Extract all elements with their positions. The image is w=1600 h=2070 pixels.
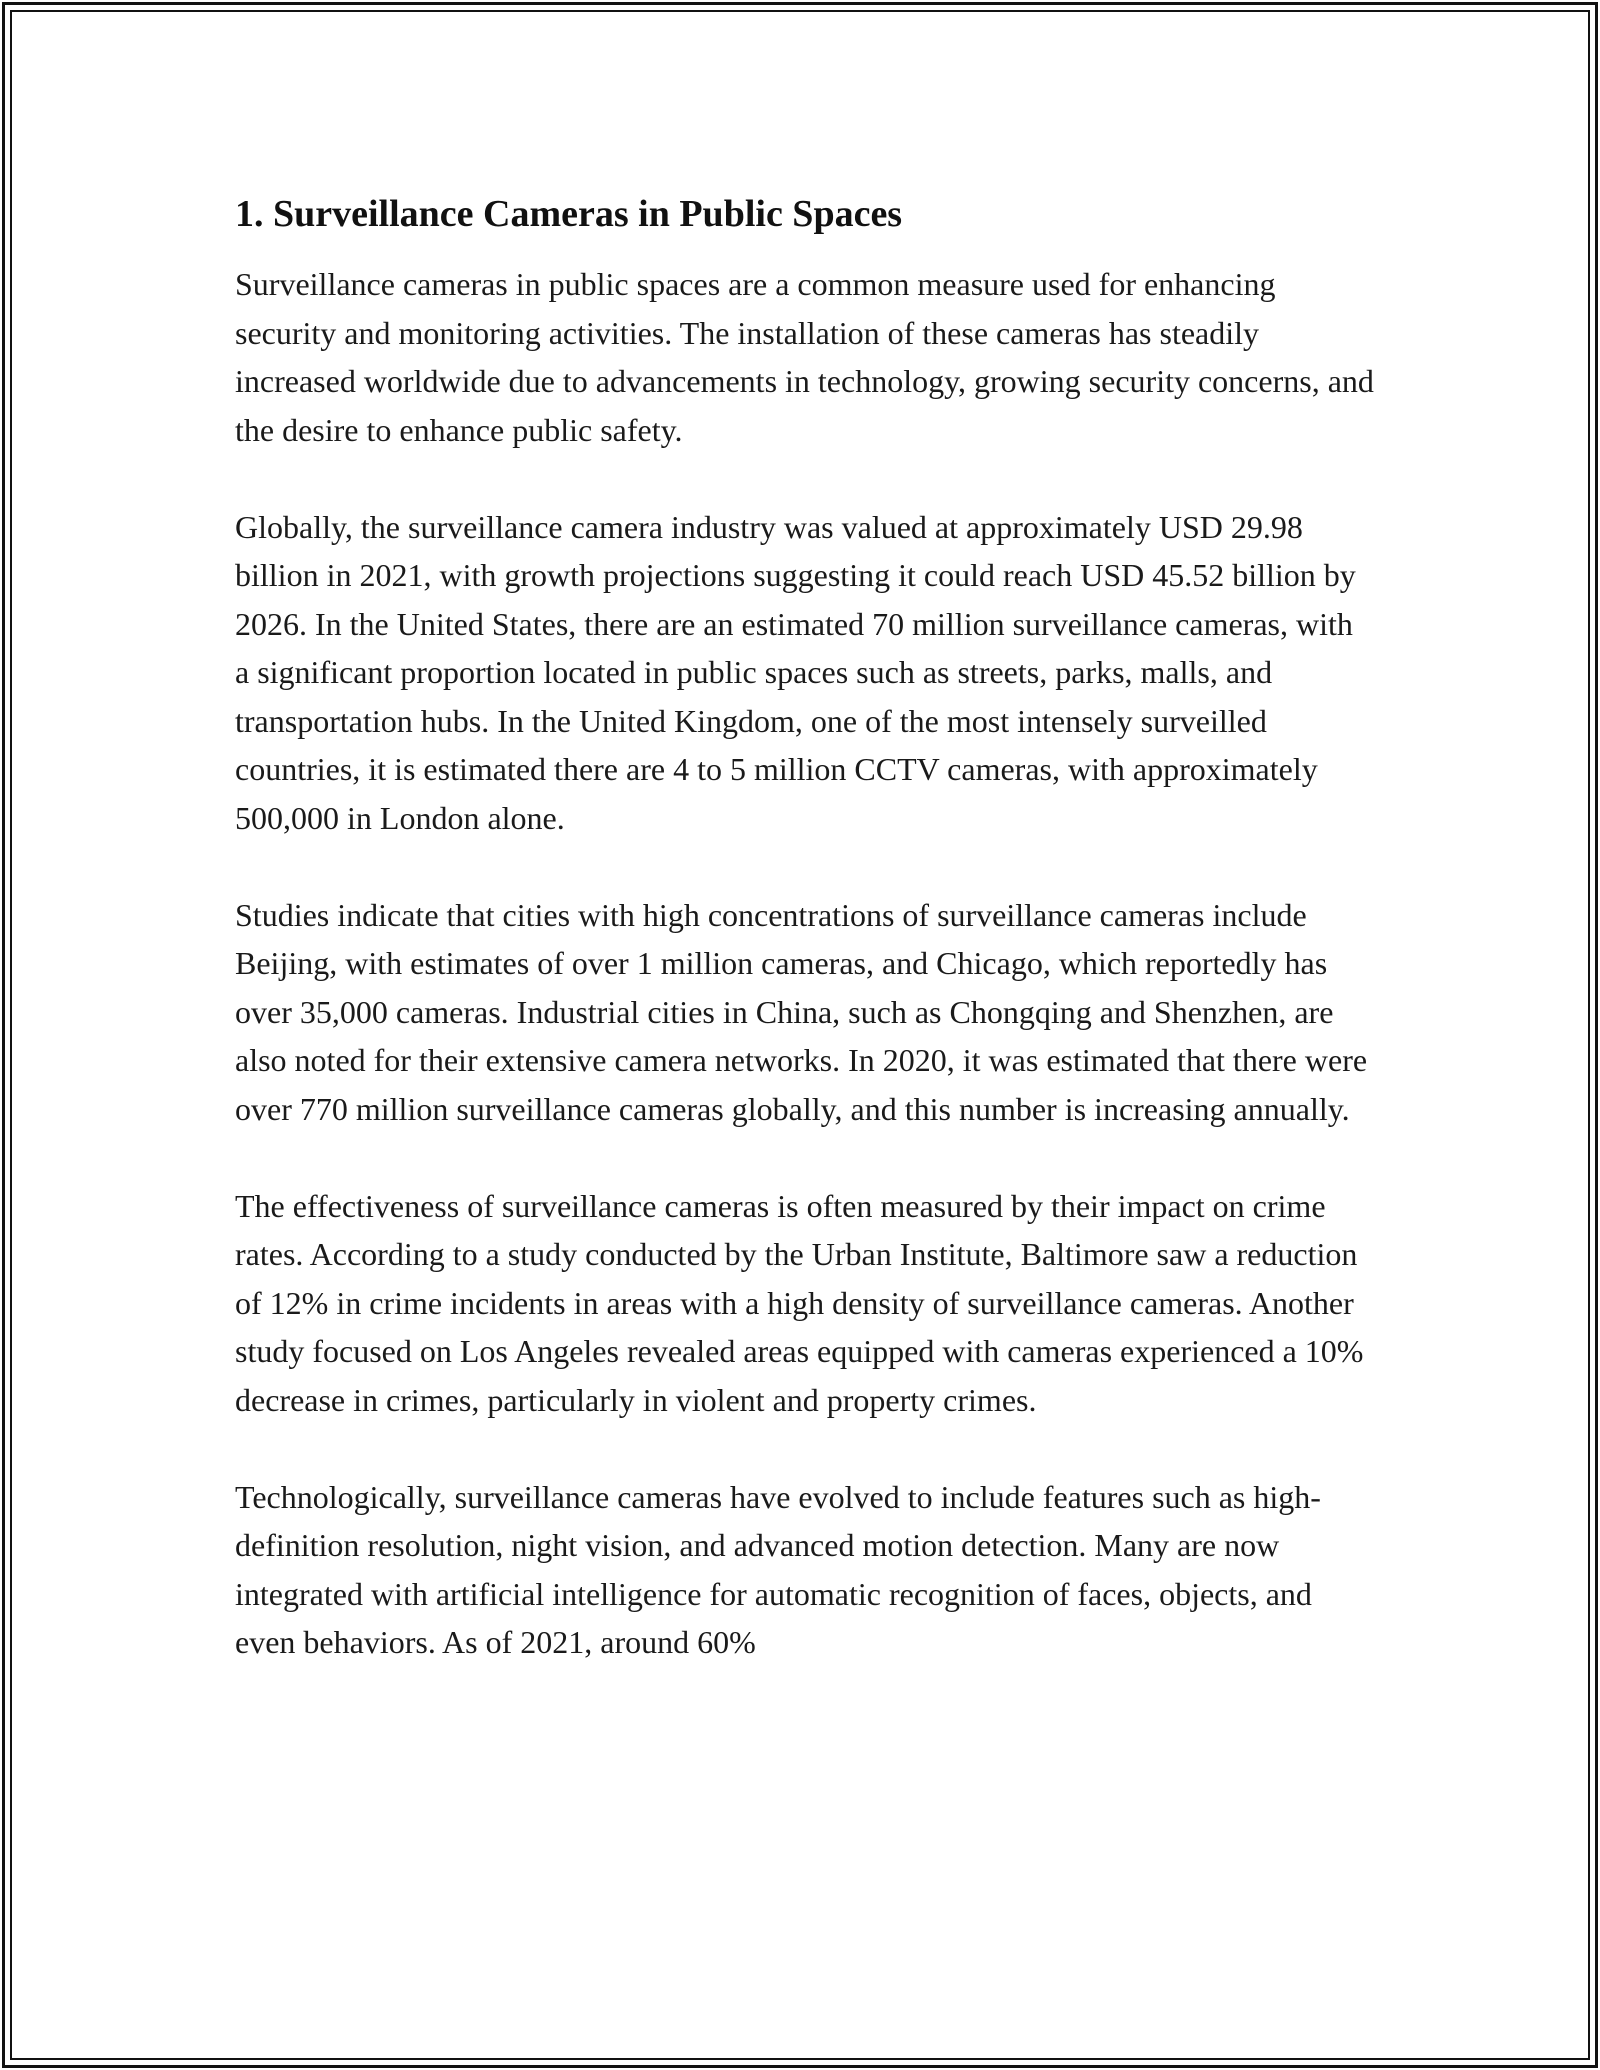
paragraph-global-market: Globally, the surveillance camera industry was valued at approximately USD 29.98 billion in 2021, with growth projections suggesting it could reach USD 45.52 billion by 2026. In the United States, there are an estimated 70 million surveillance cameras, with a significant proportion located in public spaces such as streets, parks, malls, and transportation hubs. In the United Kingdom, one of the most intensely surveilled countries, it is estimated there are 4 to 5 million CCTV cameras, with approximately 500,000 in London alone.: [235, 508, 1356, 836]
paragraph-technology: Technologically, surveillance cameras have evolved to include features such as high-definition resolution, night vision, and advanced motion detection. Many are now integrated with artificial intelligence for automatic recognition of faces, objects, and even behaviors. As of 2021, around 60%: [235, 1478, 1321, 1660]
document-body: [235, 186, 1375, 1667]
paragraph-city-concentrations: Studies indicate that cities with high concentrations of surveillance cameras include Beijing, with estimates of over 1 million cameras, and Chicago, which reportedly has over 35,000 cameras. Industrial cities in China, such as Chongqing and Shenzhen, are also noted for their extensive camera networks. In 2020, it was estimated that there were over 770 million surveillance cameras globally, and this number is increasing annually.: [235, 896, 1368, 1127]
paragraph-intro: Surveillance cameras in public spaces are a common measure used for enhancing security and monitoring activities. The installation of these cameras has steadily increased worldwide due to advancements in technology, growing security concerns, and the desire to enhance public safety.: [235, 266, 1374, 448]
paragraph-effectiveness: The effectiveness of surveillance cameras is often measured by their impact on crime rates. According to a study conducted by the Urban Institute, Baltimore saw a reduction of 12% in crime incidents in areas with a high density of surveillance cameras. Another study focused on Los Angeles revealed areas equipped with cameras experienced a 10% decrease in crimes, particularly in violent and property crimes.: [235, 1187, 1364, 1418]
section-heading: 1. Surveillance Cameras in Public Spaces: [235, 193, 903, 235]
